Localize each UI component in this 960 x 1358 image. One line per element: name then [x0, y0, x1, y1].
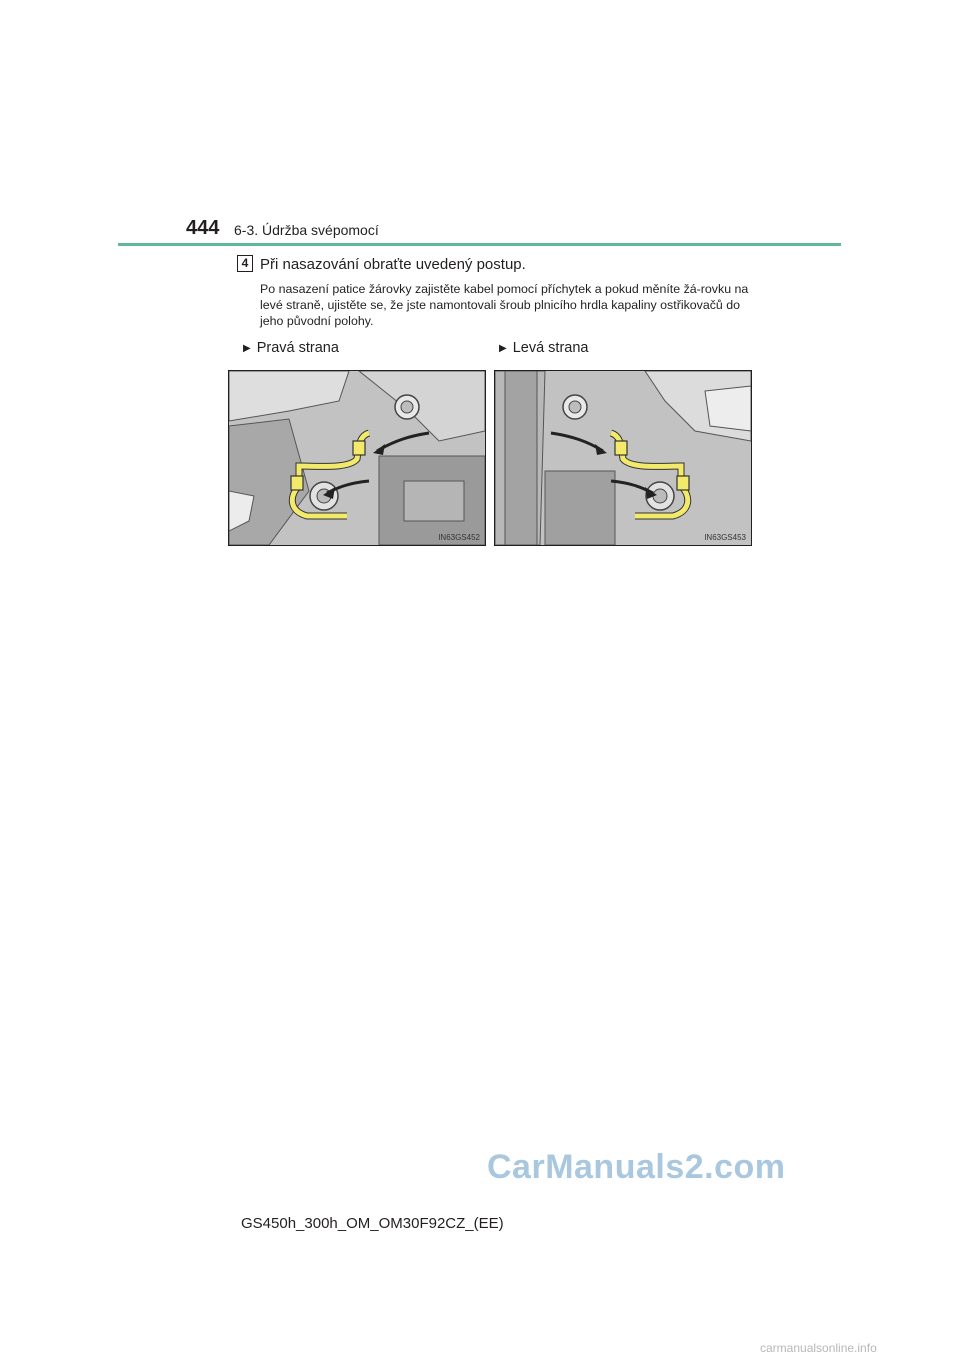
- caption-right-label: Pravá strana: [256, 340, 339, 356]
- watermark-bottom: carmanualsonline.info: [760, 1341, 877, 1355]
- header-rule: [118, 243, 841, 246]
- triangle-bullet-icon: ▶: [243, 343, 251, 354]
- figure-right-side: [228, 370, 486, 546]
- caption-right-side: [243, 340, 339, 356]
- figure-code: IN63GS452: [438, 533, 480, 542]
- watermark-logo: CarManuals2.com: [487, 1148, 786, 1186]
- page-footer: GS450h_300h_OM_OM30F92CZ_(EE): [241, 1215, 504, 1232]
- caption-left-label: Levá strana: [512, 340, 589, 356]
- headlight-bulb-illustration-left: [495, 371, 751, 545]
- section-title: 6-3. Údržba svépomocí: [234, 222, 379, 238]
- step-note: Po nasazení patice žárovky zajistěte kabel pomocí příchytek a pokud měníte žá-rovku na levé straně, ujistěte se, že jste namontovali šroub plnicího hrdla kapaliny ostřikovačů do jeho původní polohy.: [260, 282, 749, 328]
- step-number-badge: 4: [237, 255, 253, 272]
- step-instruction: Při nasazování obraťte uvedený postup.: [260, 256, 526, 273]
- figure-code: IN63GS453: [704, 533, 746, 542]
- figure-left-side: [494, 370, 752, 546]
- page-number: 444: [186, 217, 220, 239]
- caption-left-side: [499, 340, 588, 356]
- triangle-bullet-icon: ▶: [499, 343, 507, 354]
- headlight-bulb-illustration-right: [229, 371, 485, 545]
